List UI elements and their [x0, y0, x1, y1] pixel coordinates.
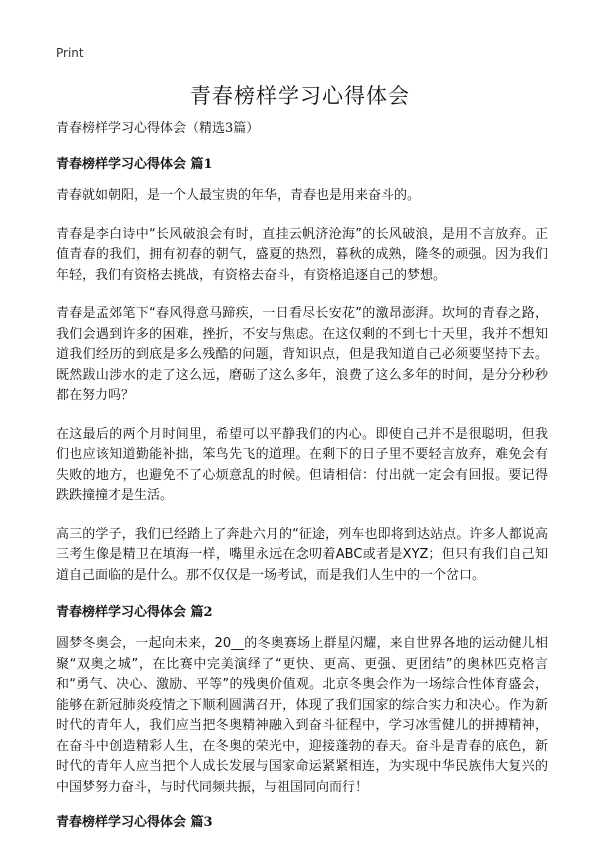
paragraph: 青春就如朝阳，是一个人最宝贵的年华，青春也是用来奋斗的。 — [56, 188, 421, 203]
print-link[interactable]: Print — [56, 46, 84, 60]
paragraph: 在这最后的两个月时间里，希望可以平静我们的内心。即使自己并不是很聪明，但我们也应该知道勤能补拙，笨鸟先飞的道理。在剩下的日子里不要轻言放弃，难免会有失败的地方，也避免不了心烦意乱的时候。但请相信：付出就一定会有回报。要记得跌跌撞撞才是生活。 — [56, 426, 548, 503]
paragraph: 青春是李白诗中“长风破浪会有时，直挂云帆济沧海”的长风破浪，是用不言放弃。正值青春的我们，拥有初春的朝气，盛夏的热烈，暮秋的成熟，隆冬的顽强。因为我们年轻，我们有资格去挑战，有资格去奋斗，有资格追逐自己的梦想。 — [56, 226, 548, 283]
paragraph: 青春是孟郊笔下“春风得意马蹄疾，一日看尽长安花”的激昂澎湃。坎坷的青春之路，我们会遇到许多的困难，挫折，不安与焦虑。在这仅剩的不到七十天里，我并不想知道我们经历的到底是多么残酷的问题，背知识点，但是我知道自己必须要坚持下去。既然跋山涉水的走了这么远，磨砺了这么多年，浪费了这么多年的时间，是分分秒秒都在努力吗？ — [56, 306, 548, 403]
paragraph: 圆梦冬奥会，一起向未来，20__的冬奥赛场上群星闪耀，来自世界各地的运动健儿相聚“双奥之城”，在比赛中完美演绎了“更快、更高、更强、更团结”的奥林匹克格言和“勇气、决心、激励、平等”的残奥价值观。北京冬奥会作为一场综合性体育盛会，能够在新冠肺炎疫情之下顺利圆满召开，体现了我们国家的综合实力和决心。作为新时代的青年人，我们应当把冬奥精神融入到奋斗征程中，学习冰雪健儿的拼搏精神，在奋斗中创造精彩人生，在冬奥的荣光中，迎接蓬勃的春天。奋斗是青春的底色，新时代的青年人应当把个人成长发展与国家命运紧紧相连，为实现中华民族伟大复兴的中国梦努力奋斗，与时代同频共振，与祖国同向而行！ — [56, 636, 548, 795]
paragraph: 高三的学子，我们已经踏上了奔赴六月的“征途，列车也即将到达站点。许多人都说高三考生像是精卫在填海一样，嘴里永远在念叨着ABC或者是XYZ；但只有我们自己知道自己面临的是什么。那不仅仅是一场考试，而是我们人生中的一个岔口。 — [56, 526, 548, 583]
section-heading-1: 青春榜样学习心得体会 篇1 — [56, 157, 213, 172]
page-title: 青春榜样学习心得体会 — [190, 84, 410, 108]
document-subtitle: 青春榜样学习心得体会（精选3篇） — [56, 121, 260, 136]
section-heading-3: 青春榜样学习心得体会 篇3 — [56, 815, 213, 830]
section-heading-2: 青春榜样学习心得体会 篇2 — [56, 605, 213, 620]
document-body — [56, 120, 548, 844]
